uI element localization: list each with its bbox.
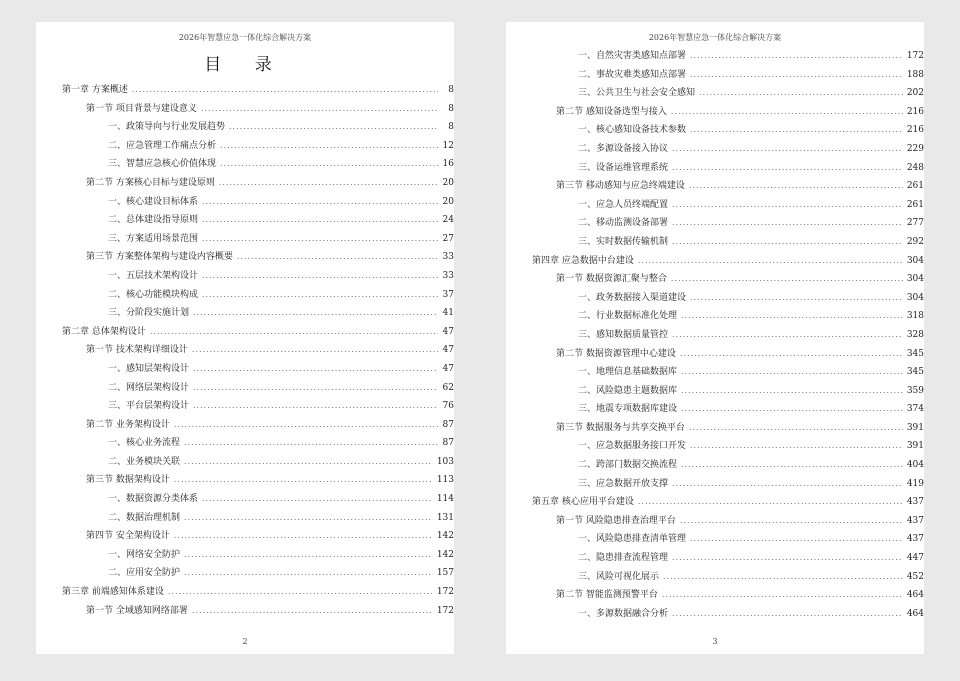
toc-entry-page-number: 216 [906,106,924,117]
toc-entry-title: 第一节 全域感知网络部署 [86,605,188,616]
dot-leader [690,534,903,543]
toc-entry-title: 三、风险可视化展示 [578,571,660,582]
running-header: 2026年智慧应急一体化综合解决方案 [178,33,312,42]
toc-entry-page-number: 47 [442,326,454,337]
toc-entry[interactable] [532,290,924,309]
toc-entry-page-number: 20 [442,177,454,188]
toc-entry-title: 一、风险隐患排查清单管理 [578,534,687,545]
toc-entry[interactable] [62,212,454,231]
toc-entry-title: 第一节 风险隐患排查治理平台 [556,515,676,526]
dot-leader [672,163,903,172]
dot-leader [680,349,903,358]
running-header: 2026年智慧应急一体化综合解决方案 [648,33,782,42]
toc-entry-title: 二、事故灾难类感知点部署 [578,69,687,80]
toc-entry-title: 一、政务数据接入渠道建设 [578,292,687,303]
toc-entry-title: 第二节 方案核心目标与建设原则 [86,177,215,188]
toc-entry[interactable] [532,476,924,495]
dot-leader [220,159,438,168]
toc-entry-page-number: 8 [448,103,454,114]
toc-entry-title: 三、公共卫生与社会安全感知 [578,88,696,99]
toc-entry-title: 一、核心业务流程 [108,438,181,449]
toc-entry-page-number: 318 [906,311,924,322]
toc-entry[interactable] [532,531,924,550]
toc-entry-title: 二、总体建设指导原则 [108,215,199,226]
toc-entry-title: 第二节 业务架构设计 [86,419,170,430]
dot-leader [184,457,433,466]
toc-entry-title: 一、应急数据服务接口开发 [578,441,687,452]
toc-entry-page-number: 202 [906,88,924,99]
toc-entry-title: 一、自然灾害类感知点部署 [578,51,687,61]
toc-entry[interactable] [62,491,454,510]
toc-entry[interactable] [62,603,454,622]
toc-entry-title: 二、数据治理机制 [108,512,181,523]
toc-entry-title: 第三节 数据架构设计 [86,475,170,486]
toc-entry-title: 第一节 数据资源汇聚与整合 [556,274,667,285]
toc-entry[interactable] [62,156,454,175]
toc-entry[interactable] [532,401,924,420]
toc-entry[interactable] [62,528,454,547]
dot-leader [237,252,438,261]
toc-entry-page-number: 37 [442,289,454,300]
toc-entry-page-number: 304 [906,292,924,303]
toc-entry[interactable] [532,122,924,141]
dot-leader [638,497,903,506]
toc-entry[interactable] [532,606,924,625]
toc-entry[interactable] [62,361,454,380]
dot-leader [680,516,903,525]
toc-entry-title: 第三节 数据服务与共享交换平台 [556,422,685,433]
toc-entry-page-number: 172 [436,587,454,598]
toc-entry-page-number: 103 [436,456,454,467]
dot-leader [184,550,433,559]
toc-entry-title: 一、五层技术架构设计 [108,270,199,281]
dot-leader [662,590,903,599]
toc-entry-title: 一、地理信息基础数据库 [578,367,678,378]
toc-entry-page-number: 464 [906,608,924,619]
toc-entry-title: 一、核心建设目标体系 [108,196,199,207]
toc-entry-page-number: 292 [906,236,924,247]
toc-entry-page-number: 229 [906,143,924,154]
toc-entry-page-number: 304 [906,255,924,266]
toc-entry-title: 第一节 技术架构详细设计 [86,345,188,356]
toc-entry-page-number: 172 [906,51,924,61]
toc-entry-page-number: 172 [436,605,454,616]
toc-entry-page-number: 131 [436,512,454,523]
toc-entry[interactable] [532,160,924,179]
document-page-right [506,22,924,654]
toc-entry[interactable] [532,308,924,327]
toc-entry-title: 二、核心功能模块构成 [108,289,199,300]
dot-leader [184,568,433,577]
toc-entry[interactable] [62,510,454,529]
dot-leader [690,70,903,79]
toc-entry-title: 第二节 感知设备选型与接入 [556,106,667,117]
toc-entry-page-number: 62 [442,382,454,393]
toc-entry-page-number: 328 [906,329,924,340]
toc-entry-title: 一、网络安全防护 [108,549,181,560]
dot-leader [672,144,903,153]
toc-entry[interactable] [532,104,924,123]
toc-entry-page-number: 33 [442,252,454,263]
toc-entry[interactable] [532,383,924,402]
toc-entry[interactable] [532,438,924,457]
toc-entry-title: 二、多源设备接入协议 [578,143,669,154]
toc-entry-title: 三、地震专项数据库建设 [578,404,678,415]
toc-entry-title: 二、跨部门数据交换流程 [578,460,678,471]
dot-leader [681,311,903,320]
toc-entry-page-number: 391 [906,422,924,433]
toc-entry[interactable] [532,178,924,197]
dot-leader [681,386,903,395]
toc-entry-page-number: 114 [436,494,454,505]
toc-entry-page-number: 8 [448,85,454,95]
dot-leader [690,441,903,450]
toc-entry[interactable] [62,119,454,138]
dot-leader [689,423,903,432]
toc-entry-page-number: 404 [906,460,924,471]
toc-entry-title: 三、分阶段实施计划 [108,308,190,319]
toc-entry-page-number: 12 [442,140,454,151]
dot-leader [672,237,903,246]
dot-leader [193,401,438,410]
toc-entry-title: 第三节 移动感知与应急终端建设 [556,181,685,192]
toc-entry-page-number: 374 [906,404,924,415]
toc-entry[interactable] [62,175,454,194]
dot-leader [690,293,903,302]
toc-entry-title: 第一章 方案概述 [62,85,128,95]
toc-entry-title: 二、应用安全防护 [108,568,181,579]
dot-leader [202,234,438,243]
toc-entry-page-number: 157 [436,568,454,579]
dot-leader [219,178,438,187]
toc-entry[interactable] [532,197,924,216]
dot-leader [229,122,438,131]
toc-entry[interactable] [532,215,924,234]
toc-entry-title: 第五章 核心应用平台建设 [532,497,634,508]
toc-entry[interactable] [532,85,924,104]
toc-entry-page-number: 16 [442,159,454,170]
toc-entry-title: 第二节 智能监测预警平台 [556,590,658,601]
toc-entry[interactable] [532,271,924,290]
dot-leader [193,383,438,392]
toc-entry-page-number: 76 [442,401,454,412]
dot-leader [672,200,903,209]
toc-entry-title: 三、实时数据传输机制 [578,236,669,247]
toc-entry-title: 一、应急人员终端配置 [578,199,669,210]
toc-entry[interactable] [532,327,924,346]
toc-entry-page-number: 261 [906,199,924,210]
dot-leader [193,364,438,373]
toc-entry-page-number: 261 [906,181,924,192]
dot-leader [672,553,903,562]
toc-entry[interactable] [532,141,924,160]
toc-entry[interactable] [62,287,454,306]
dot-leader [184,438,438,447]
dot-leader [672,479,903,488]
dot-leader [638,256,903,265]
toc-entry[interactable] [62,342,454,361]
dot-leader [681,367,903,376]
toc-entry-title: 二、网络层架构设计 [108,382,190,393]
dot-leader [671,274,903,283]
toc-entry[interactable] [532,587,924,606]
dot-leader [202,197,438,206]
toc-list [62,82,454,621]
toc-entry[interactable] [62,398,454,417]
toc-entry-page-number: 142 [436,531,454,542]
toc-entry-title: 三、应急数据开放支撑 [578,478,669,489]
page-number: 3 [712,637,718,646]
dot-leader [681,460,903,469]
toc-entry[interactable] [62,454,454,473]
toc-entry-title: 第二节 数据资源管理中心建设 [556,348,676,359]
toc-entry[interactable] [62,547,454,566]
toc-entry-title: 第三节 方案整体架构与建设内容概要 [86,252,233,263]
toc-entry-title: 第二章 总体架构设计 [62,326,146,337]
toc-entry[interactable] [62,194,454,213]
toc-title: 目 录 [204,55,286,75]
toc-entry-title: 一、感知层架构设计 [108,363,190,374]
dot-leader [174,531,433,540]
dot-leader [184,513,433,522]
toc-entry[interactable] [62,305,454,324]
toc-entry[interactable] [532,234,924,253]
toc-entry[interactable] [532,550,924,569]
toc-entry[interactable] [62,584,454,603]
dot-leader [671,107,903,116]
dot-leader [672,218,903,227]
toc-entry-page-number: 345 [906,367,924,378]
toc-entry[interactable] [62,380,454,399]
toc-entry-page-number: 142 [436,549,454,560]
toc-entry-page-number: 47 [442,345,454,356]
toc-entry-page-number: 33 [442,270,454,281]
dot-leader [132,85,438,94]
toc-entry-page-number: 113 [436,475,454,486]
toc-entry-title: 一、政策导向与行业发展趋势 [108,122,226,133]
toc-entry-title: 一、数据资源分类体系 [108,494,199,505]
toc-entry-page-number: 87 [442,419,454,430]
toc-entry-page-number: 359 [906,385,924,396]
toc-entry-page-number: 20 [442,196,454,207]
toc-list [532,48,924,624]
dot-leader [192,606,433,615]
dot-leader [672,330,903,339]
toc-entry-title: 第一节 项目背景与建设意义 [86,103,197,114]
toc-entry-title: 三、智慧应急核心价值体现 [108,159,217,170]
toc-entry-page-number: 248 [906,162,924,173]
dot-leader [168,587,433,596]
dot-leader [689,181,903,190]
toc-entry-page-number: 27 [442,233,454,244]
toc-entry-page-number: 304 [906,274,924,285]
toc-entry[interactable] [62,268,454,287]
toc-entry[interactable] [62,249,454,268]
toc-entry[interactable] [532,67,924,86]
toc-entry-title: 三、方案适用场景范围 [108,233,199,244]
toc-entry[interactable] [532,494,924,513]
toc-entry[interactable] [62,138,454,157]
toc-entry-page-number: 41 [442,308,454,319]
toc-entry[interactable] [62,417,454,436]
dot-leader [150,327,438,336]
toc-entry-page-number: 24 [442,215,454,226]
toc-entry[interactable] [62,324,454,343]
toc-entry[interactable] [532,48,924,67]
toc-entry-title: 第四章 应急数据中台建设 [532,255,634,266]
dot-leader [663,572,903,581]
toc-entry-page-number: 437 [906,497,924,508]
toc-entry[interactable] [62,565,454,584]
toc-entry-title: 第四节 安全架构设计 [86,531,170,542]
dot-leader [690,125,903,134]
toc-entry-page-number: 277 [906,218,924,229]
toc-entry-title: 二、隐患排查流程管理 [578,553,669,564]
dot-leader [202,271,438,280]
toc-entry[interactable] [62,101,454,120]
toc-entry-page-number: 216 [906,125,924,136]
toc-entry-title: 二、风险隐患主题数据库 [578,385,678,396]
toc-entry-title: 三、平台层架构设计 [108,401,190,412]
toc-entry-page-number: 452 [906,571,924,582]
toc-entry[interactable] [62,472,454,491]
toc-entry-page-number: 8 [448,122,454,133]
toc-entry[interactable] [62,82,454,101]
toc-entry[interactable] [532,346,924,365]
toc-entry-title: 二、应急管理工作痛点分析 [108,140,217,151]
toc-entry[interactable] [532,253,924,272]
dot-leader [174,475,433,484]
dot-leader [690,51,903,60]
dot-leader [192,345,438,354]
dot-leader [202,290,438,299]
toc-entry[interactable] [532,569,924,588]
toc-entry-page-number: 391 [906,441,924,452]
toc-entry-title: 二、行业数据标准化处理 [578,311,678,322]
dot-leader [193,308,438,317]
dot-leader [174,420,438,429]
toc-entry[interactable] [532,457,924,476]
toc-entry-page-number: 447 [906,553,924,564]
toc-entry-title: 三、感知数据质量管控 [578,329,669,340]
page-number: 2 [242,637,248,646]
dot-leader [699,88,903,97]
toc-entry[interactable] [62,435,454,454]
toc-entry[interactable] [532,513,924,532]
toc-entry[interactable] [532,364,924,383]
toc-entry[interactable] [62,231,454,250]
toc-entry-page-number: 345 [906,348,924,359]
toc-entry-title: 第三章 前端感知体系建设 [62,587,164,598]
toc-entry-title: 二、业务模块关联 [108,456,181,467]
document-page-left [36,22,454,654]
dot-leader [202,215,438,224]
toc-entry-title: 三、设备运维管理系统 [578,162,669,173]
dot-leader [201,104,438,113]
toc-entry-page-number: 188 [906,69,924,80]
dot-leader [202,494,433,503]
toc-entry-page-number: 437 [906,534,924,545]
toc-entry-page-number: 437 [906,515,924,526]
toc-entry-title: 一、核心感知设备技术参数 [578,125,687,136]
toc-entry-page-number: 464 [906,590,924,601]
dot-leader [681,404,903,413]
dot-leader [220,141,438,150]
toc-entry-page-number: 47 [442,363,454,374]
toc-entry[interactable] [532,420,924,439]
toc-entry-title: 二、移动监测设备部署 [578,218,669,229]
toc-entry-page-number: 419 [906,478,924,489]
toc-entry-page-number: 87 [442,438,454,449]
toc-entry-title: 一、多源数据融合分析 [578,608,669,619]
dot-leader [672,609,903,618]
